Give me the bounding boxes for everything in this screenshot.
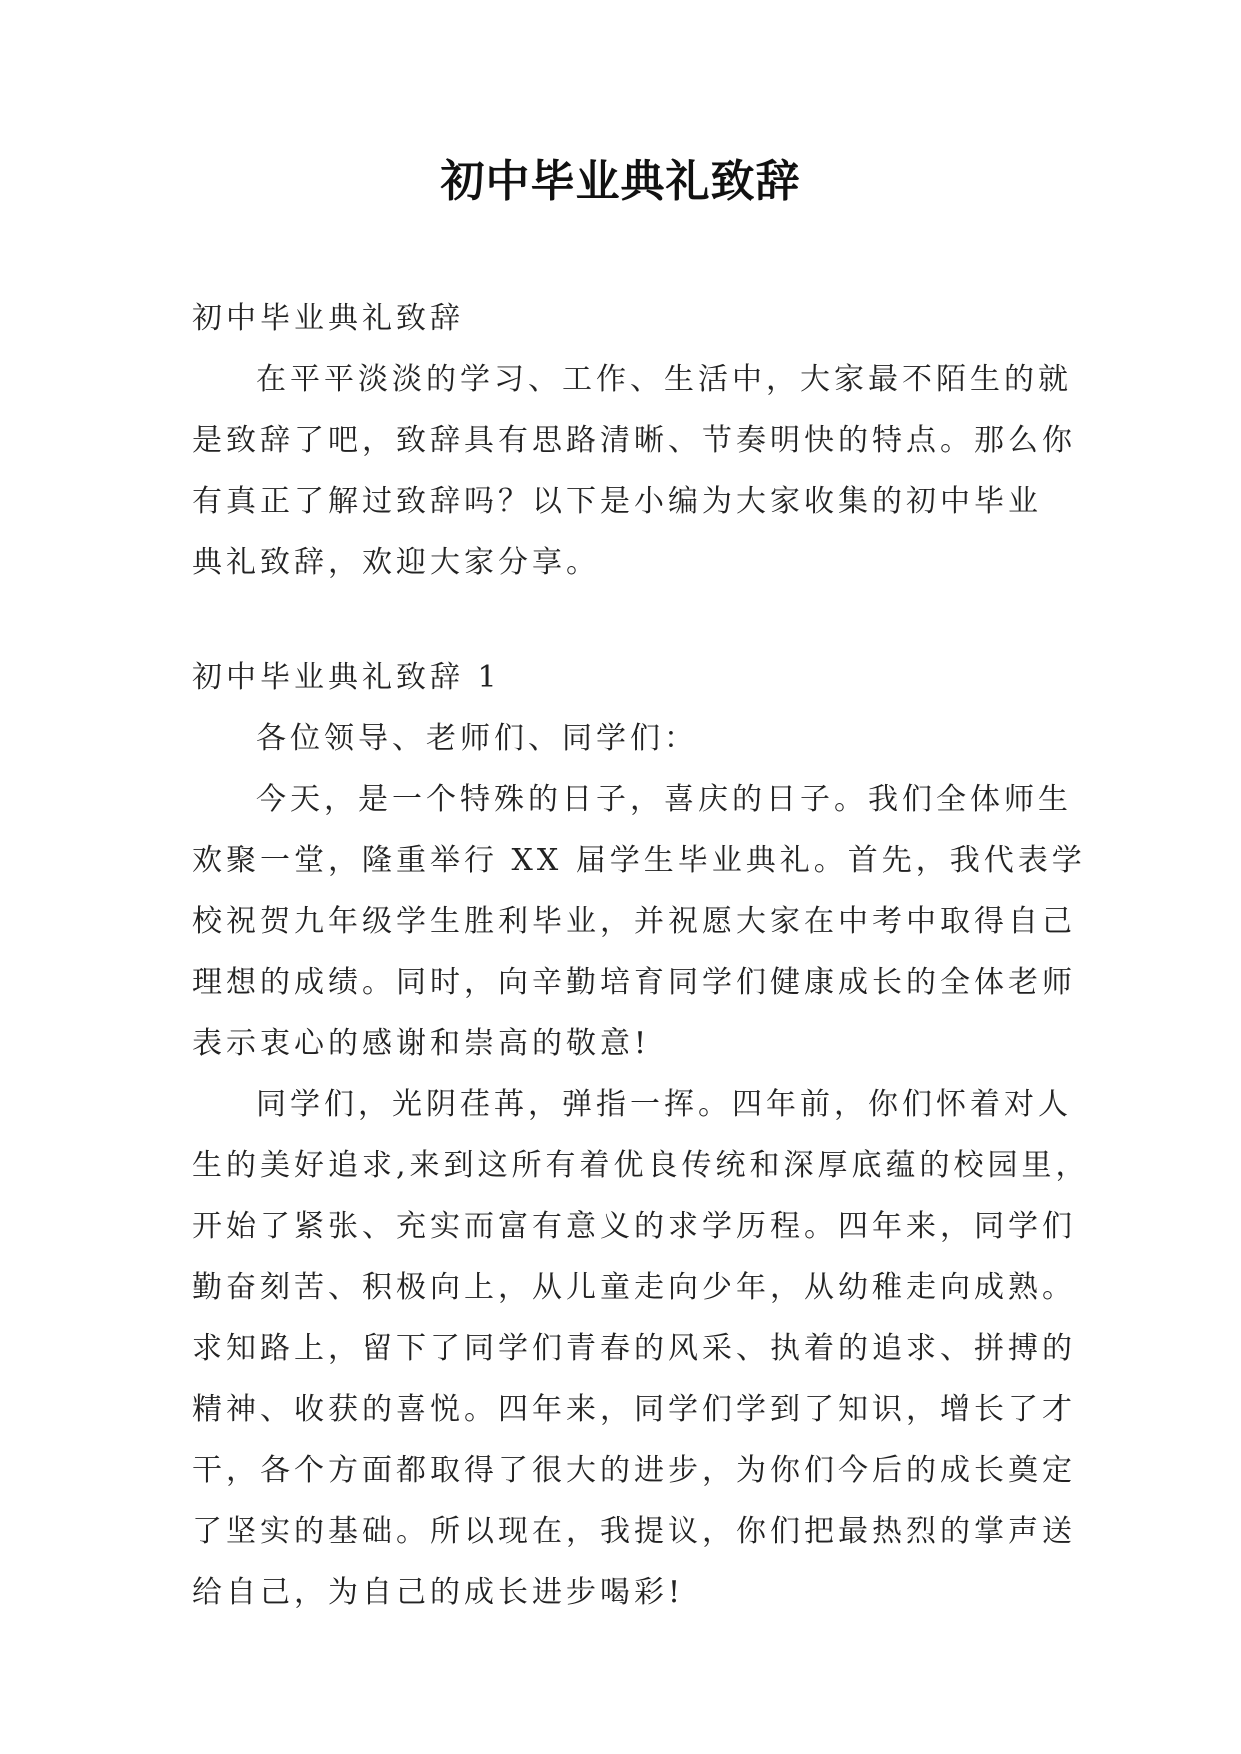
text-line: 同学们，光阴荏苒，弹指一挥。四年前，你们怀着对人: [256, 1087, 1072, 1122]
text-line: 求知路上，留下了同学们青春的风采、执着的追求、拼搏的: [192, 1331, 1076, 1366]
text-line: 给自己，为自己的成长进步喝彩!: [192, 1575, 685, 1610]
text-line: 开始了紧张、充实而富有意义的求学历程。四年来，同学们: [192, 1209, 1076, 1244]
text-line: 干，各个方面都取得了很大的进步，为你们今后的成长奠定: [192, 1453, 1076, 1488]
document-title: 初中毕业典礼致辞: [440, 156, 801, 207]
text-line: 有真正了解过致辞吗？以下是小编为大家收集的初中毕业: [192, 484, 1042, 519]
text-line: 欢聚一堂，隆重举行 XX 届学生毕业典礼。首先，我代表学: [192, 843, 1086, 878]
text-line: 理想的成绩。同时，向辛勤培育同学们健康成长的全体老师: [192, 965, 1076, 1000]
document-body: [192, 288, 1090, 1623]
section-heading: 初中毕业典礼致辞 1: [192, 660, 501, 695]
text-line: 是致辞了吧，致辞具有思路清晰、节奏明快的特点。那么你: [192, 423, 1076, 458]
text-line: 表示衷心的感谢和崇高的敬意!: [192, 1026, 651, 1061]
text-line: 在平平淡淡的学习、工作、生活中，大家最不陌生的就: [256, 362, 1072, 397]
text-line: 校祝贺九年级学生胜利毕业，并祝愿大家在中考中取得自己: [192, 904, 1076, 939]
text-line: 今天，是一个特殊的日子，喜庆的日子。我们全体师生: [256, 782, 1072, 817]
text-line: 勤奋刻苦、积极向上，从儿童走向少年，从幼稚走向成熟。: [192, 1270, 1076, 1305]
text-line: 生的美好追求,来到这所有着优良传统和深厚底蕴的校园里，: [192, 1148, 1090, 1183]
text-line: 典礼致辞，欢迎大家分享。: [192, 545, 600, 580]
text-line: 精神、收获的喜悦。四年来，同学们学到了知识，增长了才: [192, 1392, 1076, 1427]
text-line: 了坚实的基础。所以现在，我提议，你们把最热烈的掌声送: [192, 1514, 1076, 1549]
text-line: 初中毕业典礼致辞: [192, 301, 464, 336]
text-line: 各位领导、老师们、同学们：: [256, 721, 698, 756]
